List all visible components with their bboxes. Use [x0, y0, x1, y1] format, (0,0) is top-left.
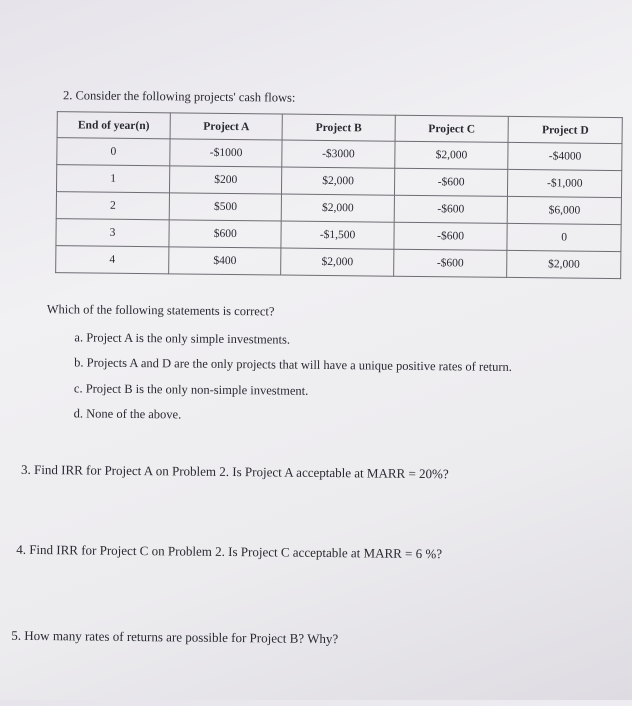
- header-project-d: Project D: [508, 116, 622, 143]
- header-project-b: Project B: [282, 114, 395, 141]
- cell-project-c: -$600: [393, 249, 507, 277]
- cell-year: 4: [56, 246, 169, 274]
- cell-project-a: $600: [169, 220, 282, 248]
- cell-project-d: -$4000: [508, 142, 622, 170]
- cell-project-c: $2,000: [394, 141, 508, 169]
- cell-project-a: $400: [169, 247, 282, 275]
- cell-year: 3: [56, 219, 169, 247]
- option-c: c. Project B is the only non-simple investment.: [73, 381, 309, 398]
- option-d: d. None of the above.: [73, 406, 182, 422]
- worksheet-page: [11, 0, 632, 706]
- cell-project-c: -$600: [394, 195, 508, 223]
- cell-project-d: -$1,000: [508, 169, 622, 197]
- cell-year: 1: [56, 165, 169, 193]
- cell-project-b: -$3000: [282, 140, 395, 168]
- cell-project-b: -$1,500: [281, 221, 394, 249]
- cell-project-c: -$600: [394, 168, 508, 196]
- table-row: [56, 246, 621, 279]
- option-b: b. Projects A and D are the only projects that will have a unique positive rates of return.: [74, 355, 512, 374]
- option-a: a. Project A is the only simple investments.: [74, 330, 291, 347]
- cell-project-a: $500: [169, 193, 282, 221]
- header-project-c: Project C: [395, 115, 509, 142]
- cell-project-d: 0: [507, 223, 621, 251]
- cell-year: 0: [57, 138, 170, 166]
- problem-2-intro: 2. Consider the following projects' cash flows:: [62, 88, 296, 105]
- cell-project-b: $2,000: [281, 248, 394, 276]
- problem-2-question: Which of the following statements is correct?: [46, 302, 275, 319]
- problem-5: 5. How many rates of returns are possible for Project B? Why?: [11, 627, 339, 647]
- cell-project-d: $6,000: [508, 196, 622, 224]
- cell-project-a: $200: [169, 166, 282, 194]
- cell-project-a: -$1000: [170, 139, 283, 167]
- problem-4: 4. Find IRR for Project C on Problem 2. Is Project C acceptable at MARR = 6 %?: [16, 541, 443, 562]
- header-project-a: Project A: [170, 113, 283, 140]
- cell-project-c: -$600: [394, 222, 508, 250]
- header-year: End of year(n): [57, 112, 170, 139]
- problem-3: 3. Find IRR for Project A on Problem 2. Is Project A acceptable at MARR = 20%?: [21, 461, 449, 482]
- cell-year: 2: [56, 192, 169, 220]
- cell-project-b: $2,000: [282, 194, 395, 222]
- cell-project-d: $2,000: [507, 250, 621, 278]
- cash-flow-table: [55, 111, 623, 279]
- cell-project-b: $2,000: [282, 167, 395, 195]
